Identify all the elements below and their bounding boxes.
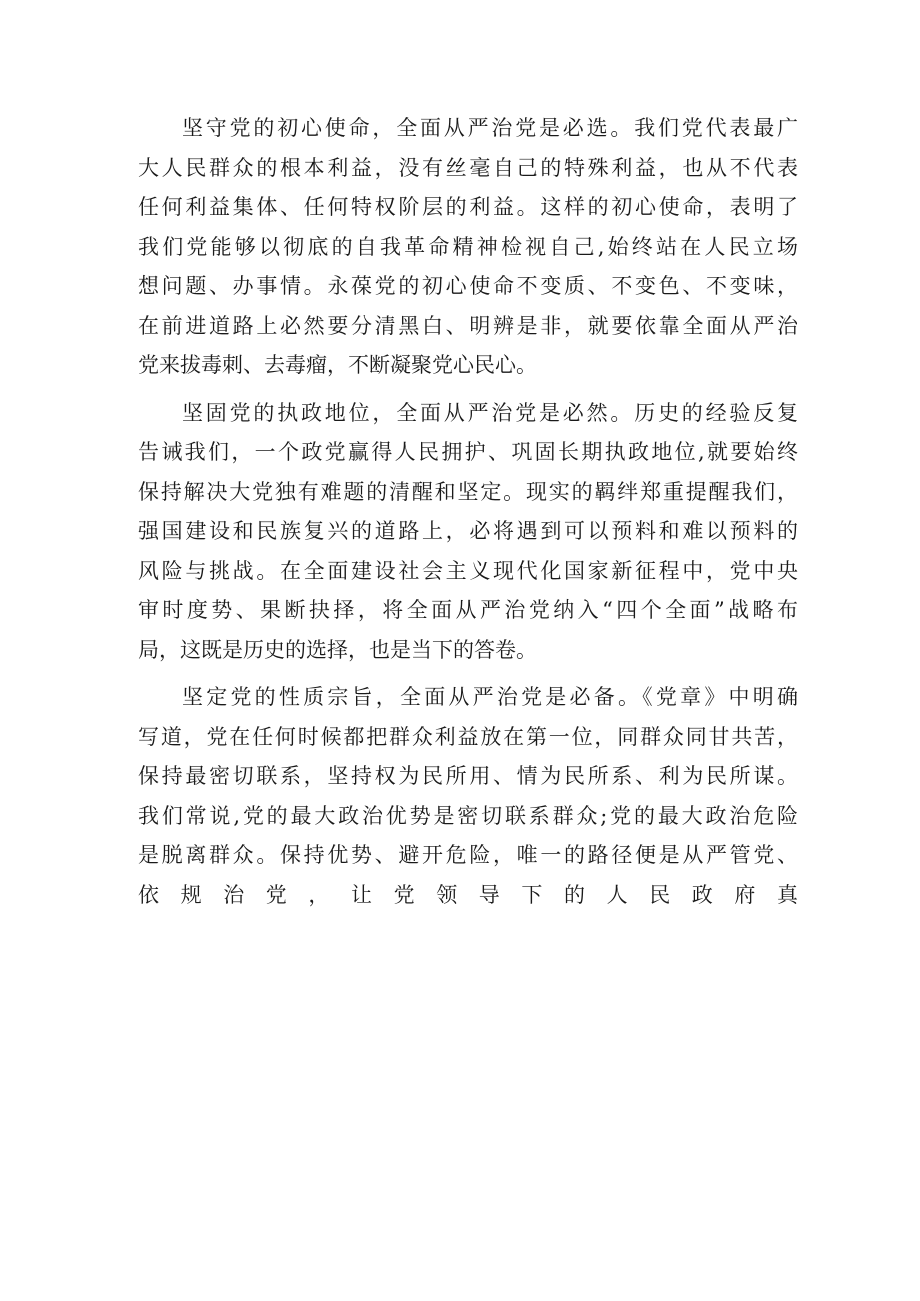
text-line: 我们党能够以彻底的自我革命精神检视自己,始终站在人民立场 xyxy=(138,234,798,259)
text-line: 在前进道路上必然要分清黑白、明辨是非，就要依靠全面从严治 xyxy=(138,313,798,338)
paragraph-3 xyxy=(138,678,798,915)
text-line: 审时度势、果断抉择，将全面从严治党纳入“四个全面”战略布 xyxy=(138,598,798,622)
text-line: 保持解决大党独有难题的清醒和坚定。现实的羁绊郑重提醒我们， xyxy=(138,479,798,504)
document-body xyxy=(138,109,798,915)
paragraph-spacer xyxy=(138,670,798,678)
text-line: 想问题、办事情。永葆党的初心使命不变质、不变色、不变味， xyxy=(138,274,798,298)
text-line: 写道，党在任何时候都把群众利益放在第一位，同群众同甘共苦， xyxy=(138,724,798,749)
text-line: 坚定党的性质宗旨，全面从严治党是必备。《党章》中明确 xyxy=(182,685,798,709)
text-line: 任何利益集体、任何特权阶层的利益。这样的初心使命，表明了 xyxy=(138,195,798,219)
paragraph-spacer xyxy=(138,386,798,394)
text-line: 我们常说,党的最大政治优势是密切联系群众;党的最大政治危险 xyxy=(138,803,798,828)
paragraph-1 xyxy=(138,109,798,386)
text-line: 强国建设和民族复兴的道路上，必将遇到可以预料和难以预料的 xyxy=(138,519,798,543)
text-line: 局，这既是历史的选择，也是当下的答卷。 xyxy=(138,637,537,662)
text-line: 保持最密切联系，坚持权为民所用、情为民所系、利为民所谋。 xyxy=(138,764,798,788)
text-line: 坚固党的执政地位，全面从严治党是必然。历史的经验反复 xyxy=(182,400,798,425)
text-line: 告诫我们，一个政党赢得人民拥护、巩固长期执政地位,就要始终 xyxy=(138,440,798,464)
text-line: 坚守党的初心使命，全面从严治党是必选。我们党代表最广 xyxy=(182,116,798,140)
paragraph-2 xyxy=(138,394,798,671)
text-line: 党来拔毒刺、去毒瘤，不断凝聚党心民心。 xyxy=(138,353,537,377)
text-line: 风险与挑战。在全面建设社会主义现代化国家新征程中，党中央 xyxy=(138,558,798,583)
text-line: 大人民群众的根本利益，没有丝毫自己的特殊利益，也从不代表 xyxy=(138,155,798,180)
text-line: 是脱离群众。保持优势、避开危险，唯一的路径便是从严管党、 xyxy=(138,843,798,867)
text-line: 依规治党，让党领导下的人民政府真 xyxy=(138,882,798,907)
